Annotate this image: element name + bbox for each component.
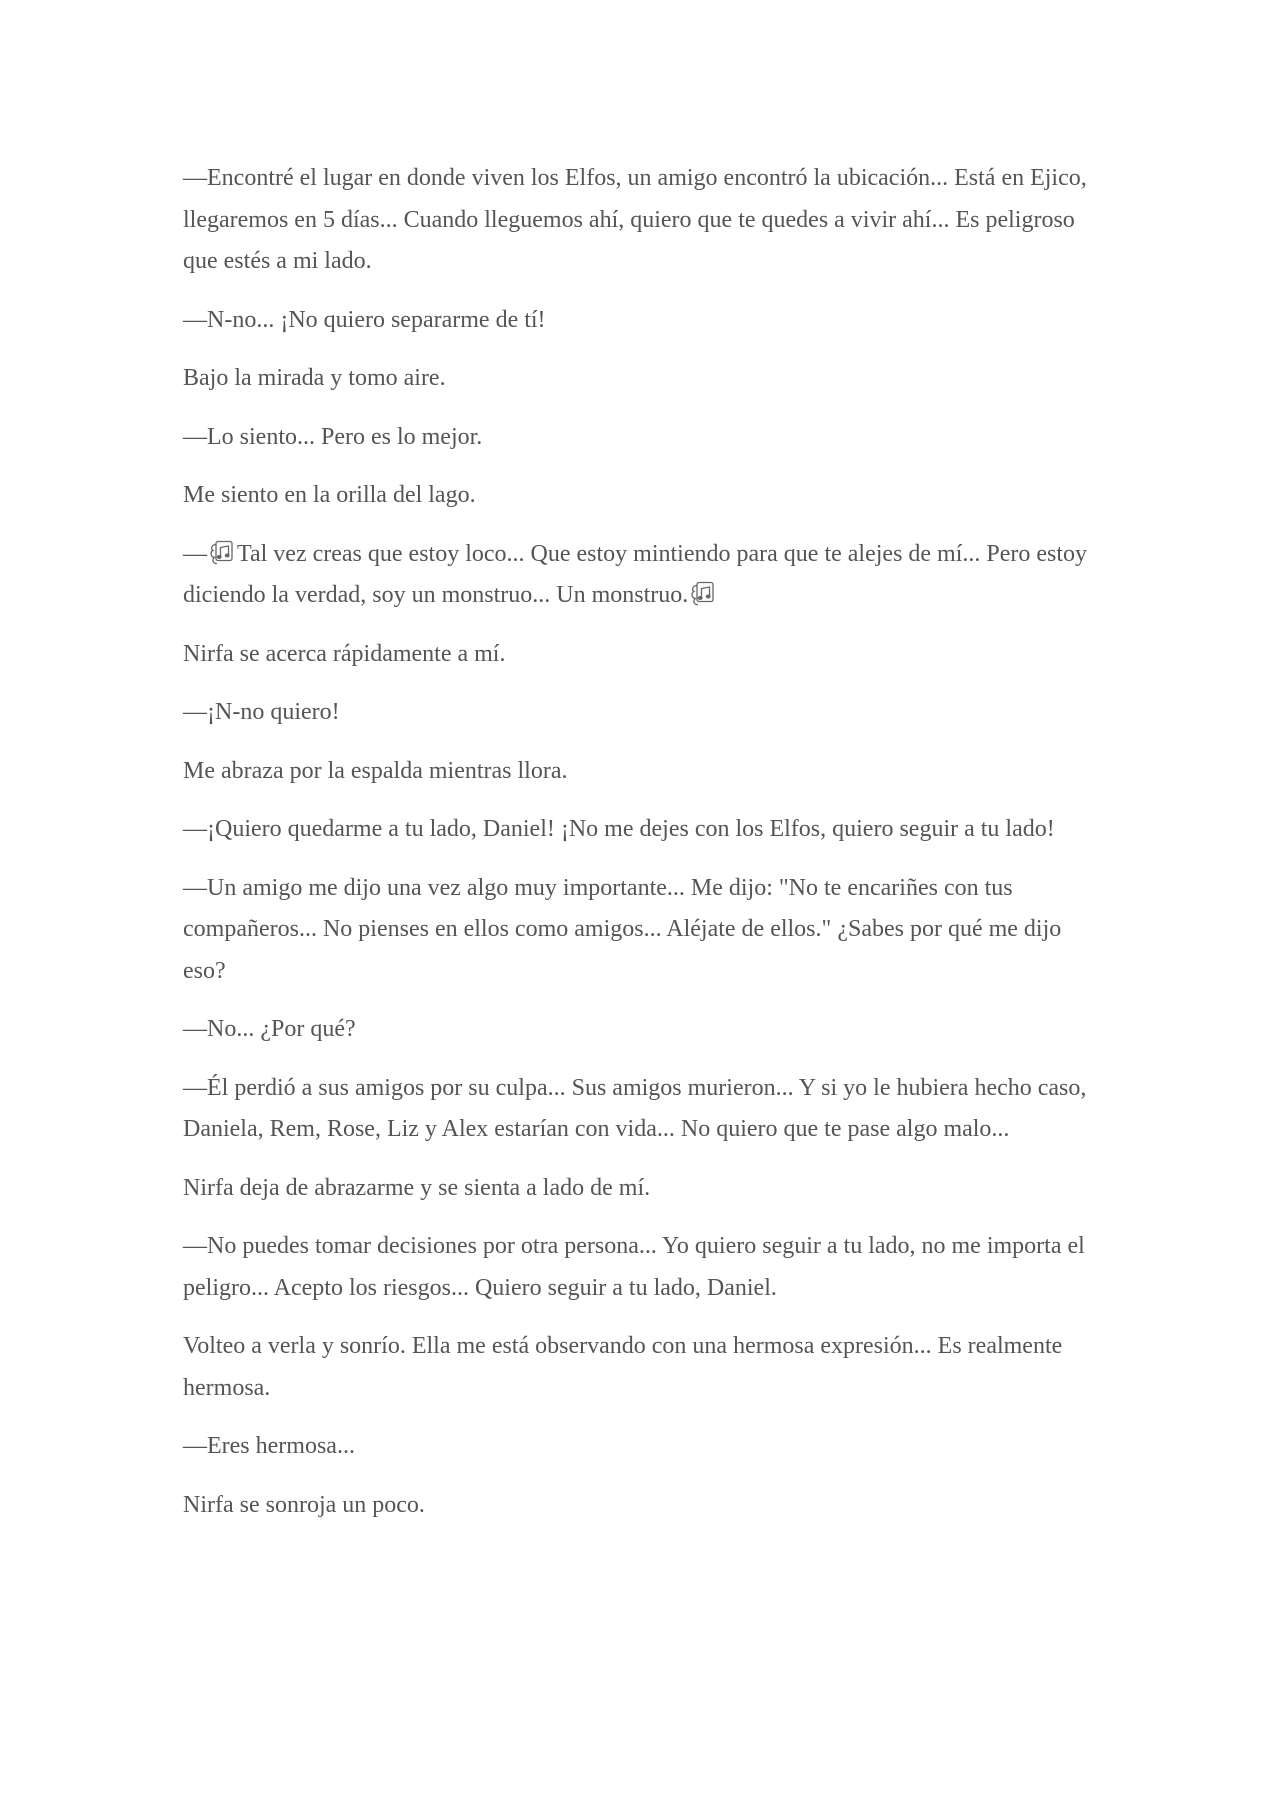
paragraph-4: —Lo siento... Pero es lo mejor. <box>183 423 483 450</box>
paragraph-1: —Encontré el lugar en donde viven los Elfos, un amigo encontró la ubicación... Está en Ejico, llegaremos en 5 días... Cuando lleguemos ahí, quiero que te quedes a vivir ahí... Es peligroso que estés a mi lado. <box>183 165 1087 274</box>
paragraph-8: —¡N-no quiero! <box>183 699 340 725</box>
document-body <box>183 158 1093 1543</box>
paragraph-17: —Eres hermosa... <box>183 1433 355 1459</box>
paragraph-2: —N-no... ¡No quiero separarme de tí! <box>183 306 546 333</box>
paragraph-6-prefix: — <box>183 540 207 567</box>
paragraph-15: —No puedes tomar decisiones por otra persona... Yo quiero seguir a tu lado, no me importa el peligro... Acepto los riesgos... Quiero seguir a tu lado, Daniel. <box>183 1233 1085 1301</box>
paragraph-16: Volteo a verla y sonrío. Ella me está observando con una hermosa expresión... Es realmente hermosa. <box>183 1333 1063 1401</box>
paragraph-11: —Un amigo me dijo una vez algo muy importante... Me dijo: "No te encariñes con tus compañeros... No pienses en ellos como amigos... Aléjate de ellos." ¿Sabes por qué me dijo eso? <box>183 874 1062 984</box>
paragraph-9: Me abraza por la espalda mientras llora. <box>183 757 568 784</box>
paragraph-3: Bajo la mirada y tomo aire. <box>183 365 446 391</box>
paragraph-6 <box>183 534 1093 617</box>
paragraph-12: —No... ¿Por qué? <box>183 1016 356 1042</box>
paragraph-7: Nirfa se acerca rápidamente a mí. <box>183 640 506 667</box>
music-note-icon <box>689 579 717 607</box>
music-note-icon <box>208 538 236 566</box>
paragraph-5: Me siento en la orilla del lago. <box>183 482 476 508</box>
paragraph-13: —Él perdió a sus amigos por su culpa... Sus amigos murieron... Y si yo le hubiera hecho caso, Daniela, Rem, Rose, Liz y Alex estarían con vida... No quiero que te pase algo malo... <box>183 1074 1087 1142</box>
paragraph-10: —¡Quiero quedarme a tu lado, Daniel! ¡No me dejes con los Elfos, quiero seguir a tu lado! <box>183 816 1055 842</box>
paragraph-6-text: Tal vez creas que estoy loco... Que estoy mintiendo para que te alejes de mí... Pero estoy diciendo la verdad, soy un monstruo... Un monstruo. <box>183 540 1088 608</box>
paragraph-18: Nirfa se sonroja un poco. <box>183 1491 425 1518</box>
paragraph-14: Nirfa deja de abrazarme y se sienta a lado de mí. <box>183 1174 651 1201</box>
